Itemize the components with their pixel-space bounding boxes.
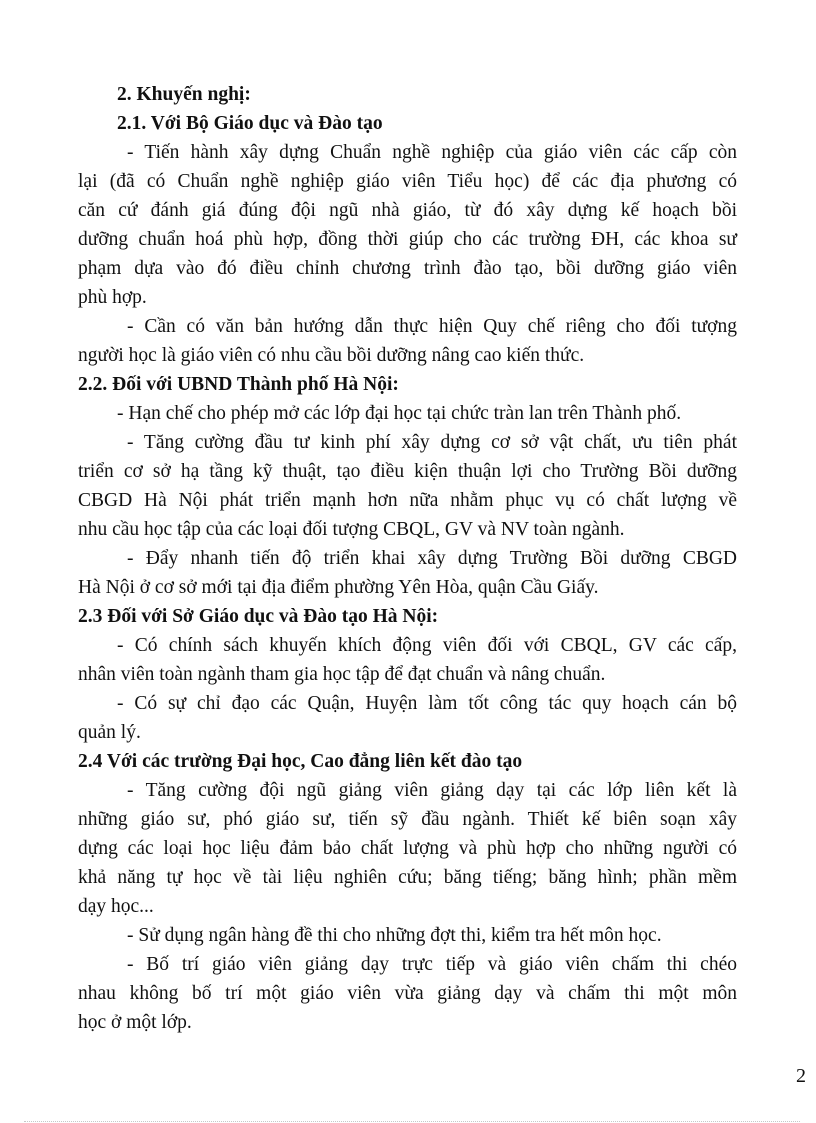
page-bottom-divider [24,1121,800,1122]
paragraph-line: dưỡng chuẩn hoá phù hợp, đồng thời giúp cho các trường ĐH, các khoa sư [78,229,737,250]
paragraph-line: dạy học... [78,896,154,917]
paragraph-line: - Tăng cường đầu tư kinh phí xây dựng cơ sở vật chất, ưu tiên phát [127,432,737,453]
paragraph-line: khả năng tự học về tài liệu nghiên cứu; băng tiếng; băng hình; phần mềm [78,867,737,888]
paragraph-line: những giáo sư, phó giáo sư, tiến sỹ đầu ngành. Thiết kế biên soạn xây [78,809,737,830]
paragraph-line: - Cần có văn bản hướng dẫn thực hiện Quy chế riêng cho đối tượng [127,316,737,337]
paragraph-line: - Tăng cường đội ngũ giảng viên giảng dạy tại các lớp liên kết là [127,780,737,801]
paragraph-line: CBGD Hà Nội phát triển mạnh hơn nữa nhằm phục vụ có chất lượng về [78,490,737,511]
section-heading-recommendations: 2. Khuyến nghị: [117,84,251,105]
subsection-heading-department: 2.3 Đối với Sở Giáo dục và Đào tạo Hà Nội: [78,606,439,627]
paragraph-line: - Bố trí giáo viên giảng dạy trực tiếp và giáo viên chấm thi chéo [127,954,737,975]
page-number: 2 [796,1065,806,1087]
paragraph-line: - Hạn chế cho phép mở các lớp đại học tại chức tràn lan trên Thành phố. [117,403,682,424]
paragraph-line: phù hợp. [78,287,147,308]
paragraph-line: - Tiến hành xây dựng Chuẩn nghề nghiệp của giáo viên các cấp còn [127,142,737,163]
paragraph-line: - Sử dụng ngân hàng đề thi cho những đợt thi, kiểm tra hết môn học. [127,925,662,946]
paragraph-line: - Đẩy nhanh tiến độ triển khai xây dựng Trường Bồi dưỡng CBGD [127,548,737,569]
subsection-heading-universities: 2.4 Với các trường Đại học, Cao đẳng liên kết đào tạo [78,751,523,772]
paragraph-line: phạm dựa vào đó điều chỉnh chương trình đào tạo, bồi dưỡng giáo viên [78,258,737,279]
paragraph-line: - Có sự chỉ đạo các Quận, Huyện làm tốt công tác quy hoạch cán bộ [117,693,737,714]
subsection-heading-city: 2.2. Đối với UBND Thành phố Hà Nội: [78,374,399,395]
paragraph-line: lại (đã có Chuẩn nghề nghiệp giáo viên Tiểu học) để các địa phương có [78,171,737,192]
paragraph-line: - Có chính sách khuyến khích động viên đối với CBQL, GV các cấp, [117,635,737,656]
paragraph-line: người học là giáo viên có nhu cầu bồi dưỡng nâng cao kiến thức. [78,345,585,366]
paragraph-line: quản lý. [78,722,141,743]
paragraph-line: nhân viên toàn ngành tham gia học tập để đạt chuẩn và nâng chuẩn. [78,664,606,685]
paragraph-line: căn cứ đánh giá đúng đội ngũ nhà giáo, từ đó xây dựng kế hoạch bồi [78,200,737,221]
paragraph-line: học ở một lớp. [78,1012,192,1033]
paragraph-line: triển cơ sở hạ tầng kỹ thuật, tạo điều kiện thuận lợi cho Trường Bồi dưỡng [78,461,737,482]
paragraph-line: Hà Nội ở cơ sở mới tại địa điểm phường Yên Hòa, quận Cầu Giấy. [78,577,599,598]
paragraph-line: nhau không bố trí một giáo viên vừa giảng dạy và chấm thi một môn [78,983,737,1004]
subsection-heading-ministry: 2.1. Với Bộ Giáo dục và Đào tạo [117,113,383,134]
paragraph-line: dựng các loại học liệu đảm bảo chất lượng và phù hợp cho những người có [78,838,737,859]
paragraph-line: nhu cầu học tập của các loại đối tượng CBQL, GV và NV toàn ngành. [78,519,625,540]
